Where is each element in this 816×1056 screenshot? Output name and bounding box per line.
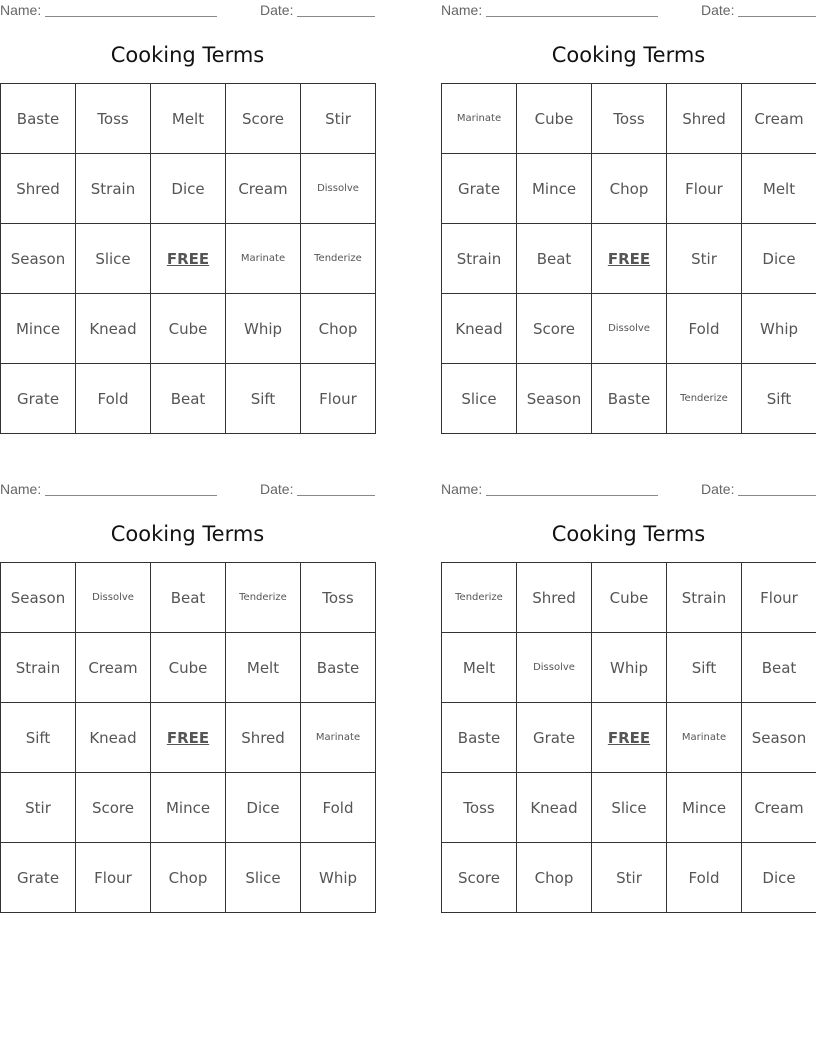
bingo-card-4 [441,479,816,913]
bingo-cell[interactable]: Sift [667,633,742,703]
bingo-cell[interactable]: Cube [151,633,226,703]
bingo-grid [441,562,816,913]
bingo-cell[interactable]: Beat [742,633,816,703]
bingo-cell[interactable]: Melt [151,84,226,154]
bingo-cell[interactable]: Cube [592,563,667,633]
bingo-cell[interactable]: Strain [1,633,76,703]
bingo-cell[interactable]: Tenderize [301,224,376,294]
bingo-cell[interactable]: Whip [742,294,816,364]
bingo-cell[interactable]: Season [1,224,76,294]
bingo-cell[interactable]: Toss [442,773,517,843]
name-blank-line [486,16,658,17]
bingo-row [1,364,376,434]
bingo-cell[interactable]: Tenderize [226,563,301,633]
bingo-cell[interactable]: Slice [76,224,151,294]
card-title: Cooking Terms [110,43,265,67]
bingo-cell[interactable]: Dice [226,773,301,843]
bingo-cell[interactable]: Flour [76,843,151,913]
bingo-row [442,154,816,224]
bingo-cell[interactable]: Cream [742,773,816,843]
bingo-cell[interactable]: Dissolve [592,294,667,364]
bingo-card-1 [0,0,375,434]
bingo-cell[interactable]: Tenderize [667,364,742,434]
bingo-cell[interactable]: Score [517,294,592,364]
bingo-cell[interactable]: Mince [517,154,592,224]
bingo-cell[interactable]: Melt [442,633,517,703]
bingo-cell[interactable]: Slice [226,843,301,913]
card-title: Cooking Terms [110,522,265,546]
bingo-cell[interactable]: Dissolve [76,563,151,633]
bingo-cell[interactable]: Dissolve [301,154,376,224]
card-title: Cooking Terms [551,522,706,546]
bingo-cell[interactable]: Knead [517,773,592,843]
name-label: Name: [0,2,42,18]
card-header [441,0,816,22]
bingo-cell[interactable]: Marinate [301,703,376,773]
bingo-cell[interactable]: Toss [301,563,376,633]
card-header [0,0,375,22]
bingo-cell[interactable]: Beat [151,364,226,434]
bingo-cell[interactable]: Shred [226,703,301,773]
bingo-cell[interactable]: Dissolve [517,633,592,703]
date-label: Date: [701,481,735,497]
card-header [0,479,375,501]
bingo-row [442,633,816,703]
bingo-row [442,224,816,294]
bingo-cell[interactable]: Slice [442,364,517,434]
bingo-cell[interactable]: Shred [667,84,742,154]
bingo-cell[interactable]: Chop [301,294,376,364]
bingo-row [442,563,816,633]
bingo-cell[interactable]: Fold [76,364,151,434]
bingo-cell[interactable]: Sift [1,703,76,773]
bingo-row [442,773,816,843]
bingo-cell[interactable]: Fold [667,843,742,913]
bingo-row [442,84,816,154]
bingo-row [1,633,376,703]
bingo-cell[interactable]: Toss [76,84,151,154]
bingo-cell[interactable]: Marinate [667,703,742,773]
name-label: Name: [441,481,483,497]
free-space-cell[interactable]: FREE [592,224,667,294]
bingo-cell[interactable]: Stir [667,224,742,294]
bingo-cell[interactable]: Baste [301,633,376,703]
bingo-row [1,224,376,294]
bingo-cell[interactable]: Beat [151,563,226,633]
bingo-cell[interactable]: Shred [1,154,76,224]
bingo-row [1,84,376,154]
bingo-cell[interactable]: Season [517,364,592,434]
bingo-cell[interactable]: Cream [742,84,816,154]
bingo-cell[interactable]: Shred [517,563,592,633]
bingo-row [1,294,376,364]
bingo-cell[interactable]: Strain [442,224,517,294]
bingo-cell[interactable]: Toss [592,84,667,154]
bingo-cell[interactable]: Cream [76,633,151,703]
bingo-cell[interactable]: Knead [442,294,517,364]
name-label: Name: [441,2,483,18]
bingo-cell[interactable]: Dice [742,843,816,913]
bingo-cell[interactable]: Sift [226,364,301,434]
name-blank-line [45,16,217,17]
date-label: Date: [260,2,294,18]
bingo-cell[interactable]: Slice [592,773,667,843]
bingo-cell[interactable]: Marinate [226,224,301,294]
name-blank-line [45,495,217,496]
bingo-cell[interactable]: Score [442,843,517,913]
bingo-cell[interactable]: Mince [667,773,742,843]
bingo-cell[interactable]: Baste [1,84,76,154]
date-blank-line [297,16,375,17]
bingo-cell[interactable]: Grate [517,703,592,773]
bingo-cell[interactable]: Mince [151,773,226,843]
bingo-cell[interactable]: Dice [742,224,816,294]
bingo-cell[interactable]: Cube [517,84,592,154]
bingo-cell[interactable]: Chop [592,154,667,224]
bingo-cell[interactable]: Baste [592,364,667,434]
bingo-cell[interactable]: Stir [592,843,667,913]
bingo-row [1,154,376,224]
free-space-cell[interactable]: FREE [151,224,226,294]
bingo-cell[interactable]: Fold [301,773,376,843]
bingo-cell[interactable]: Flour [667,154,742,224]
bingo-row [1,843,376,913]
bingo-card-2 [441,0,816,434]
bingo-cell[interactable]: Cube [151,294,226,364]
date-label: Date: [701,2,735,18]
card-header [441,479,816,501]
date-label: Date: [260,481,294,497]
bingo-grid [441,83,816,434]
bingo-card-3 [0,479,375,913]
bingo-cell[interactable]: Score [226,84,301,154]
free-space-cell[interactable]: FREE [151,703,226,773]
bingo-cell[interactable]: Chop [151,843,226,913]
bingo-cell[interactable]: Dice [151,154,226,224]
bingo-row [1,703,376,773]
bingo-cell[interactable]: Baste [442,703,517,773]
bingo-row [442,364,816,434]
bingo-cell[interactable]: Strain [667,563,742,633]
bingo-row [1,563,376,633]
bingo-cell[interactable]: Flour [742,563,816,633]
bingo-cell[interactable]: Cream [226,154,301,224]
bingo-cell[interactable]: Whip [226,294,301,364]
bingo-cell[interactable]: Season [742,703,816,773]
bingo-grid [0,83,376,434]
bingo-cell[interactable]: Sift [742,364,816,434]
bingo-cell[interactable]: Grate [442,154,517,224]
bingo-cell[interactable]: Flour [301,364,376,434]
date-blank-line [297,495,375,496]
bingo-cell[interactable]: Strain [76,154,151,224]
bingo-cell[interactable]: Grate [1,843,76,913]
bingo-cell[interactable]: Season [1,563,76,633]
date-blank-line [738,16,816,17]
bingo-cell[interactable]: Melt [742,154,816,224]
bingo-cell[interactable]: Grate [1,364,76,434]
bingo-cell[interactable]: Tenderize [442,563,517,633]
bingo-row [442,843,816,913]
free-space-cell[interactable]: FREE [592,703,667,773]
bingo-cell[interactable]: Chop [517,843,592,913]
name-blank-line [486,495,658,496]
card-title: Cooking Terms [551,43,706,67]
bingo-row [1,773,376,843]
bingo-row [442,703,816,773]
name-label: Name: [0,481,42,497]
bingo-grid [0,562,376,913]
bingo-cell[interactable]: Mince [1,294,76,364]
bingo-cell[interactable]: Beat [517,224,592,294]
bingo-cell[interactable]: Fold [667,294,742,364]
bingo-cell[interactable]: Marinate [442,84,517,154]
bingo-row [442,294,816,364]
bingo-cell[interactable]: Score [76,773,151,843]
bingo-cell[interactable]: Whip [592,633,667,703]
date-blank-line [738,495,816,496]
bingo-cell[interactable]: Melt [226,633,301,703]
bingo-cell[interactable]: Knead [76,294,151,364]
bingo-cell[interactable]: Stir [301,84,376,154]
bingo-cell[interactable]: Stir [1,773,76,843]
bingo-cell[interactable]: Whip [301,843,376,913]
bingo-cell[interactable]: Knead [76,703,151,773]
